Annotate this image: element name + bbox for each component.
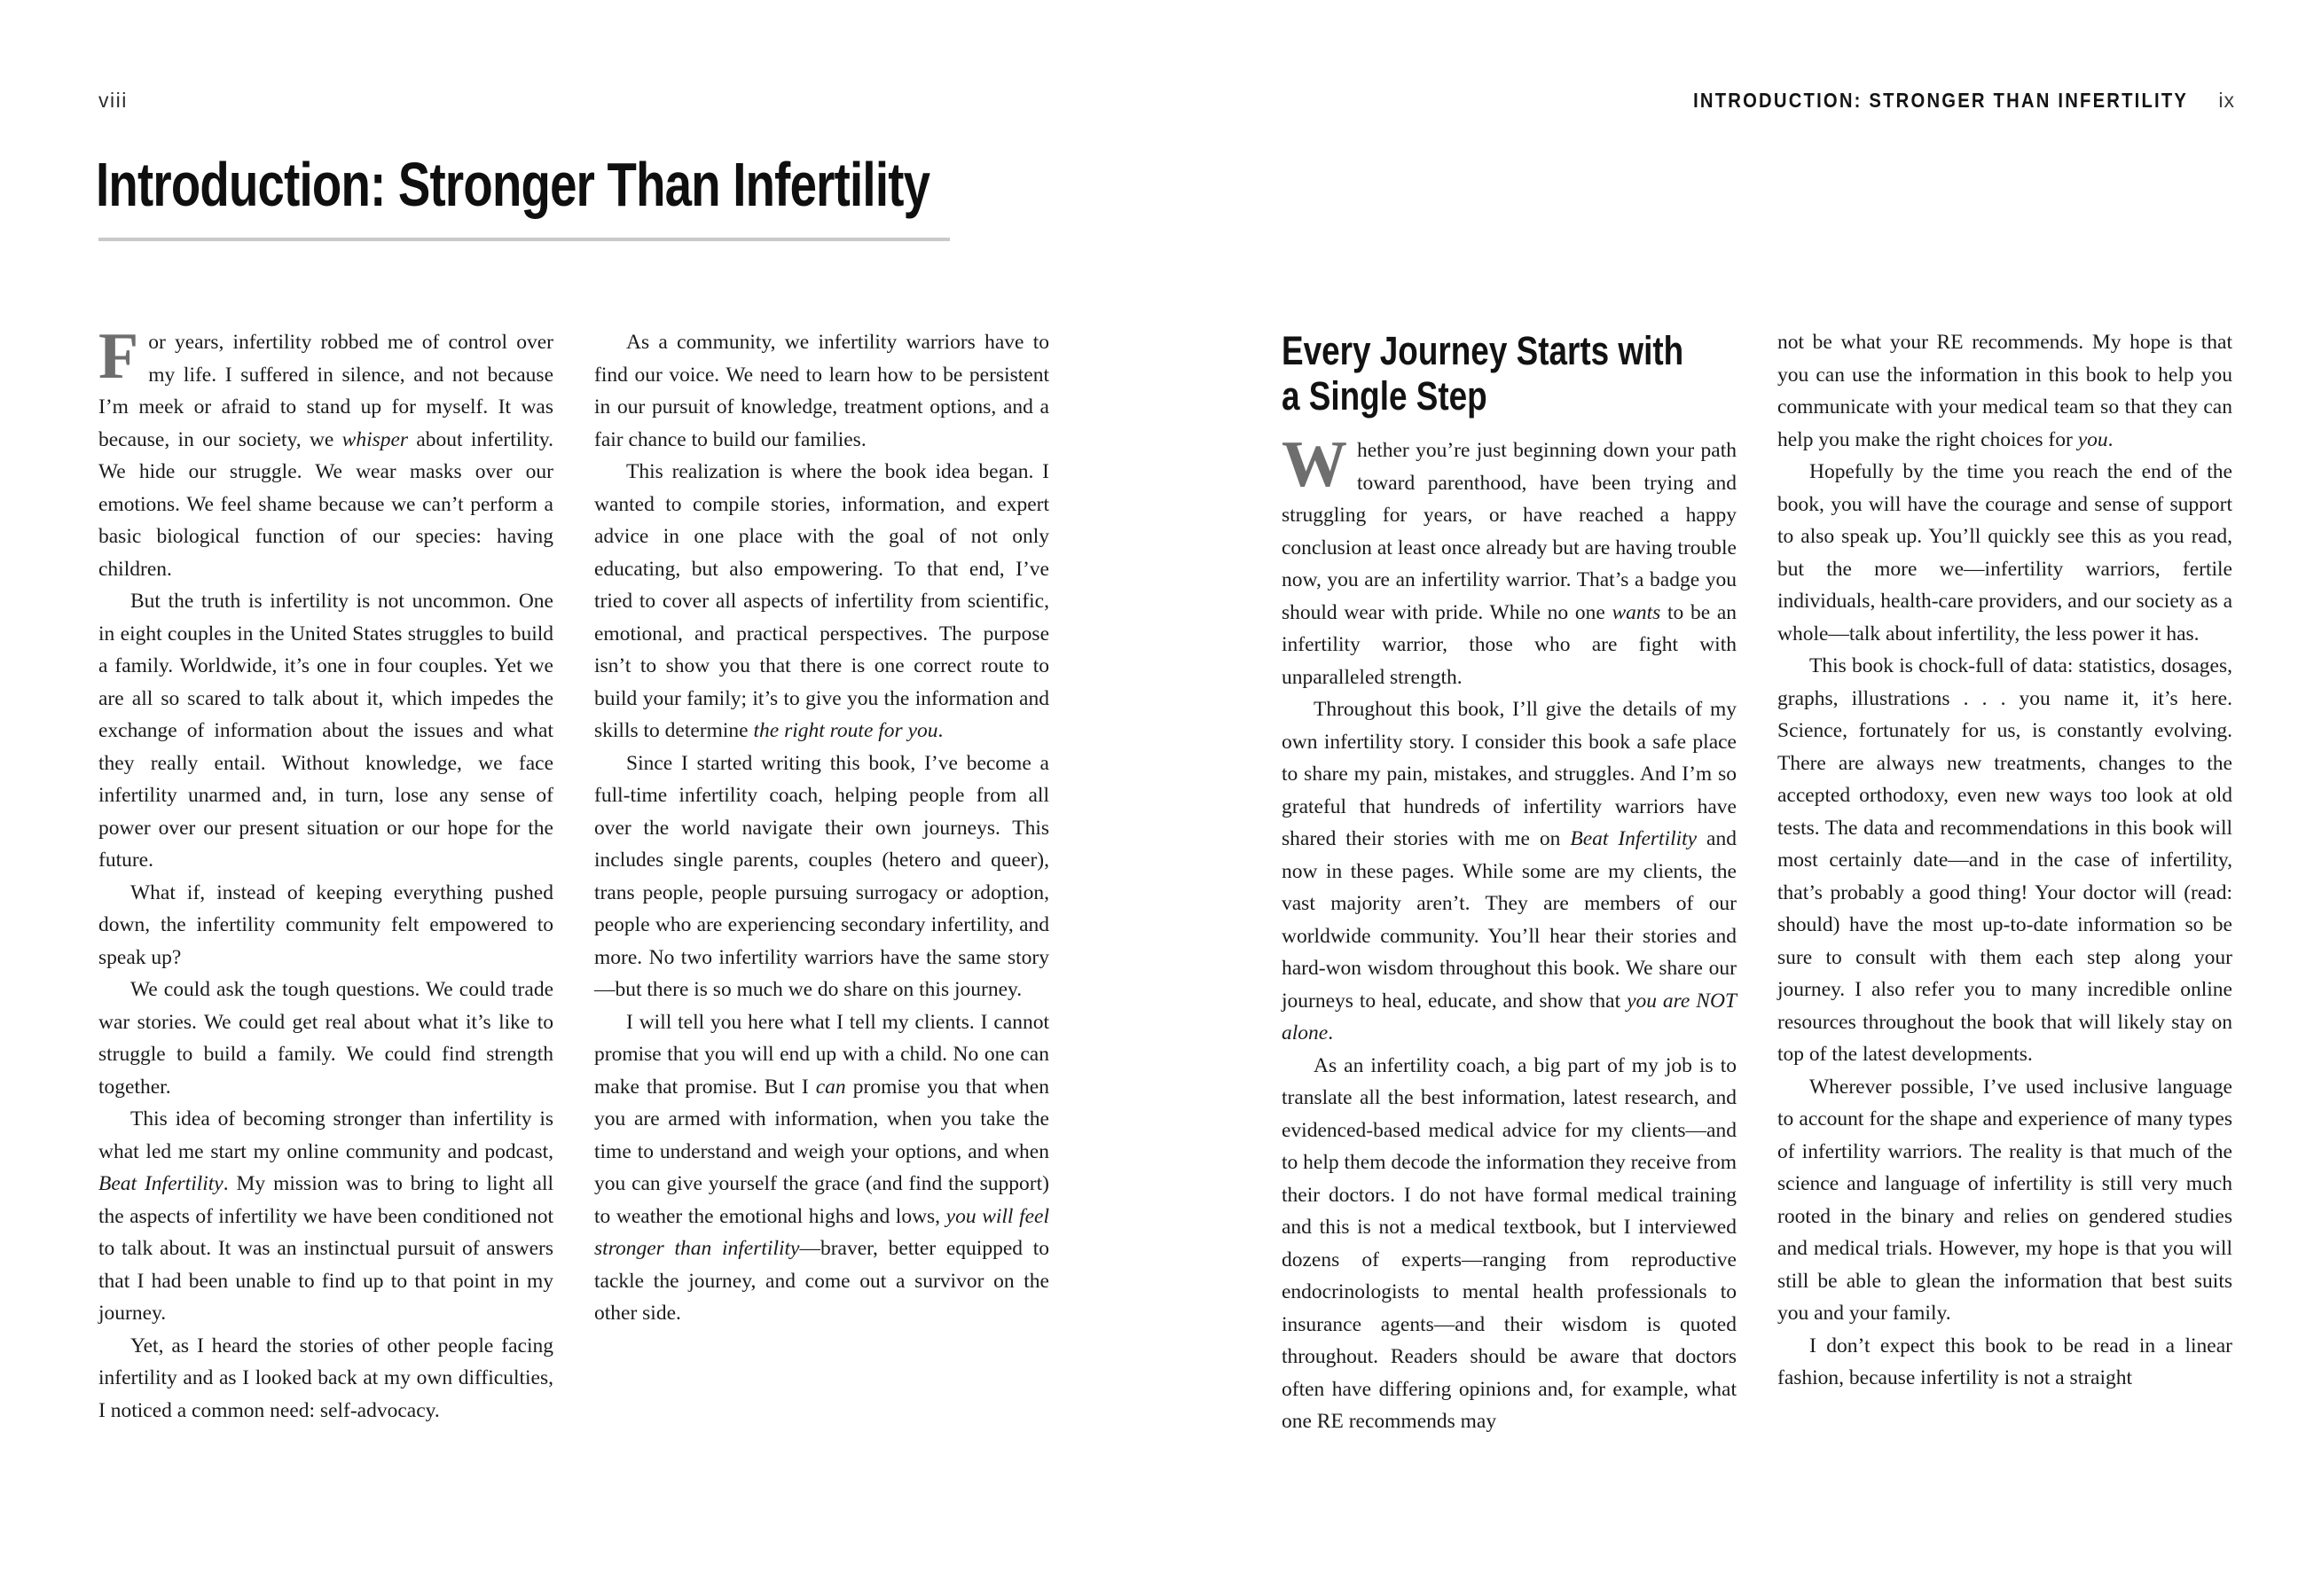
paragraph: As an infertility coach, a big part of my job is to translate all the best information, latest research, and evidenced-based medical advice for my clients—and to help them decode the information they receive from their doctors. I do not have formal medical training and this is not a medical textbook, but I interviewed dozens of experts—ranging from reproductive endocrinologists to mental health professionals to insurance agents—and their wisdom is quoted throughout. Readers should be aware that doctors often have differing opinions and, for example, what one RE recommends may: [1282, 1053, 1737, 1433]
paragraph: But the truth is infertility is not uncommon. One in eight couples in the United States struggles to build a family. Worldwide, it’s one in four couples. Yet we are all so scared to talk about it, which impedes the exchange of information about the issues and what they really entail. Without knowledge, we face infertility unarmed and, in turn, lose any sense of power over our present situation or our hope for the future.: [98, 590, 553, 872]
right-column-1: [1282, 326, 1737, 1438]
page-title: Introduction: Stronger Than Infertility: [96, 150, 930, 219]
running-header: [1626, 89, 2235, 113]
paragraph: This idea of becoming stronger than infertility is what led me start my online community and podcast, Beat Infertility. My mission was to bring to light all the aspects of infertility we have been conditioned not to talk about. It was an instinctual pursuit of answers that I had been unable to find up to that point in my journey.: [98, 1107, 554, 1325]
paragraph: We could ask the tough questions. We could trade war stories. We could get real about what it’s like to struggle to build a family. We could find strength together.: [98, 978, 553, 1099]
running-header-title: INTRODUCTION: STRONGER THAN INFERTILITY: [1693, 89, 2189, 112]
left-column-2: [594, 326, 1049, 1427]
left-column-1: [98, 320, 554, 1427]
paragraph: This book is chock-full of data: statistics, dosages, graphs, illustrations . . . you name it, it’s here. Science, fortunately for us, is constantly evolving. There are always new treatments, changes to the accepted orthodoxy, even new ways too look at old tests. The data and recommendations in this book will most certainly date—and in the case of infertility, that’s probably a good thing! Your doctor will (read: should) have the most up-to-date information so be sure to consult with them each step along your journey. I also refer you to many incredible online resources throughout the book that will likely stay on top of the latest developments.: [1777, 654, 2232, 1066]
left-page-columns: [98, 320, 1049, 1427]
section-heading-line: a Single Step: [1282, 373, 1487, 419]
right-page-number: ix: [2218, 89, 2235, 112]
paragraph: Whether you’re just beginning down your path toward parenthood, have been trying and struggling for years, or have reached a happy conclusion at least once already but are having trouble now, you are an infertility warrior. That’s a badge you should wear with pride. While no one wants to be an infertility warrior, those who are fight with unparalleled strength.: [1282, 428, 1737, 689]
paragraph: This realization is where the book idea began. I wanted to compile stories, information, and expert advice in one place with the goal of not only educating, but also empowering. To that end, I’ve tried to cover all aspects of infertility from scientific, emotional, and practical perspectives. The purpose isn’t to show you that there is one correct route to build your family; it’s to give you the information and skills to determine the right route for you.: [594, 460, 1049, 742]
paragraph: What if, instead of keeping everything pushed down, the infertility community felt empowered to speak up?: [98, 880, 553, 969]
right-column-2: [1777, 326, 2232, 1438]
paragraph: For years, infertility robbed me of control over my life. I suffered in silence, and not because I’m meek or afraid to stand up for myself. It was because, in our society, we whisper about infertility. We hide our struggle. We wear masks over our emotions. We feel shame because we can’t perform a basic biological function of our species: having children.: [98, 320, 553, 581]
paragraph: Wherever possible, I’ve used inclusive language to account for the shape and experience of many types of infertility warriors. The reality is that much of the science and language of infertility is still very much rooted in the binary and relies on gendered studies and medical trials. However, my hope is that you will still be able to glean the information that best suits you and your family.: [1777, 1075, 2232, 1325]
left-page-number: viii: [98, 89, 128, 112]
paragraph: not be what your RE recommends. My hope is that you can use the information in this book to help you communicate with your medical team so that they can help you make the right choices for you.: [1777, 331, 2232, 451]
paragraph: As a community, we infertility warriors have to find our voice. We need to learn how to be persistent in our pursuit of knowledge, treatment options, and a fair chance to build our families.: [594, 331, 1049, 451]
paragraph: Throughout this book, I’ll give the details of my own infertility story. I consider this book a safe place to share my pain, mistakes, and struggles. And I’m so grateful that hundreds of infertility warriors have shared their stories with me on Beat Infertility and now in these pages. While some are my clients, the vast majority aren’t. They are members of our worldwide community. You’ll hear their stories and hard-won wisdom throughout this book. We share our journeys to heal, educate, and show that you are NOT alone.: [1282, 698, 1737, 1044]
right-page-columns: [1282, 326, 2232, 1438]
drop-cap: W: [1282, 428, 1347, 501]
drop-cap: F: [98, 320, 139, 393]
paragraph: Yet, as I heard the stories of other people facing infertility and as I looked back at my own difficulties, I noticed a common need: self-advocacy.: [98, 1334, 553, 1422]
paragraph: I don’t expect this book to be read in a linear fashion, because infertility is not a straight: [1777, 1334, 2232, 1389]
section-heading-line: Every Journey Starts with: [1282, 328, 1684, 373]
title-rule: [98, 238, 950, 241]
paragraph: Hopefully by the time you reach the end of the book, you will have the courage and sense of support to also speak up. You’ll quickly see this as you read, but the more we—infertility warriors, fertile individuals, health-care providers, and our society as a whole—talk about infertility, the less power it has.: [1777, 460, 2232, 645]
paragraph: Since I started writing this book, I’ve become a full-time infertility coach, helping people from all over the world navigate their own journeys. This includes single parents, couples (hetero and queer), trans people, people pursuing surrogacy or adoption, people who are experiencing secondary infertility, and more. No two infertility warriors have the same story—but there is so much we do share on this journey.: [594, 751, 1049, 1001]
paragraph: I will tell you here what I tell my clients. I cannot promise that you will end up with a child. No one can make that promise. But I can promise you that when you are armed with information, when you take the time to understand and weigh your options, and when you can give yourself the grace (and find the support) to weather the emotional highs and lows, you will feel stronger than infertility—braver, better equipped to tackle the journey, and come out a survivor on the other side.: [594, 1010, 1049, 1325]
section-heading: [1282, 328, 1737, 419]
section-paragraphs: [1282, 428, 1737, 1438]
